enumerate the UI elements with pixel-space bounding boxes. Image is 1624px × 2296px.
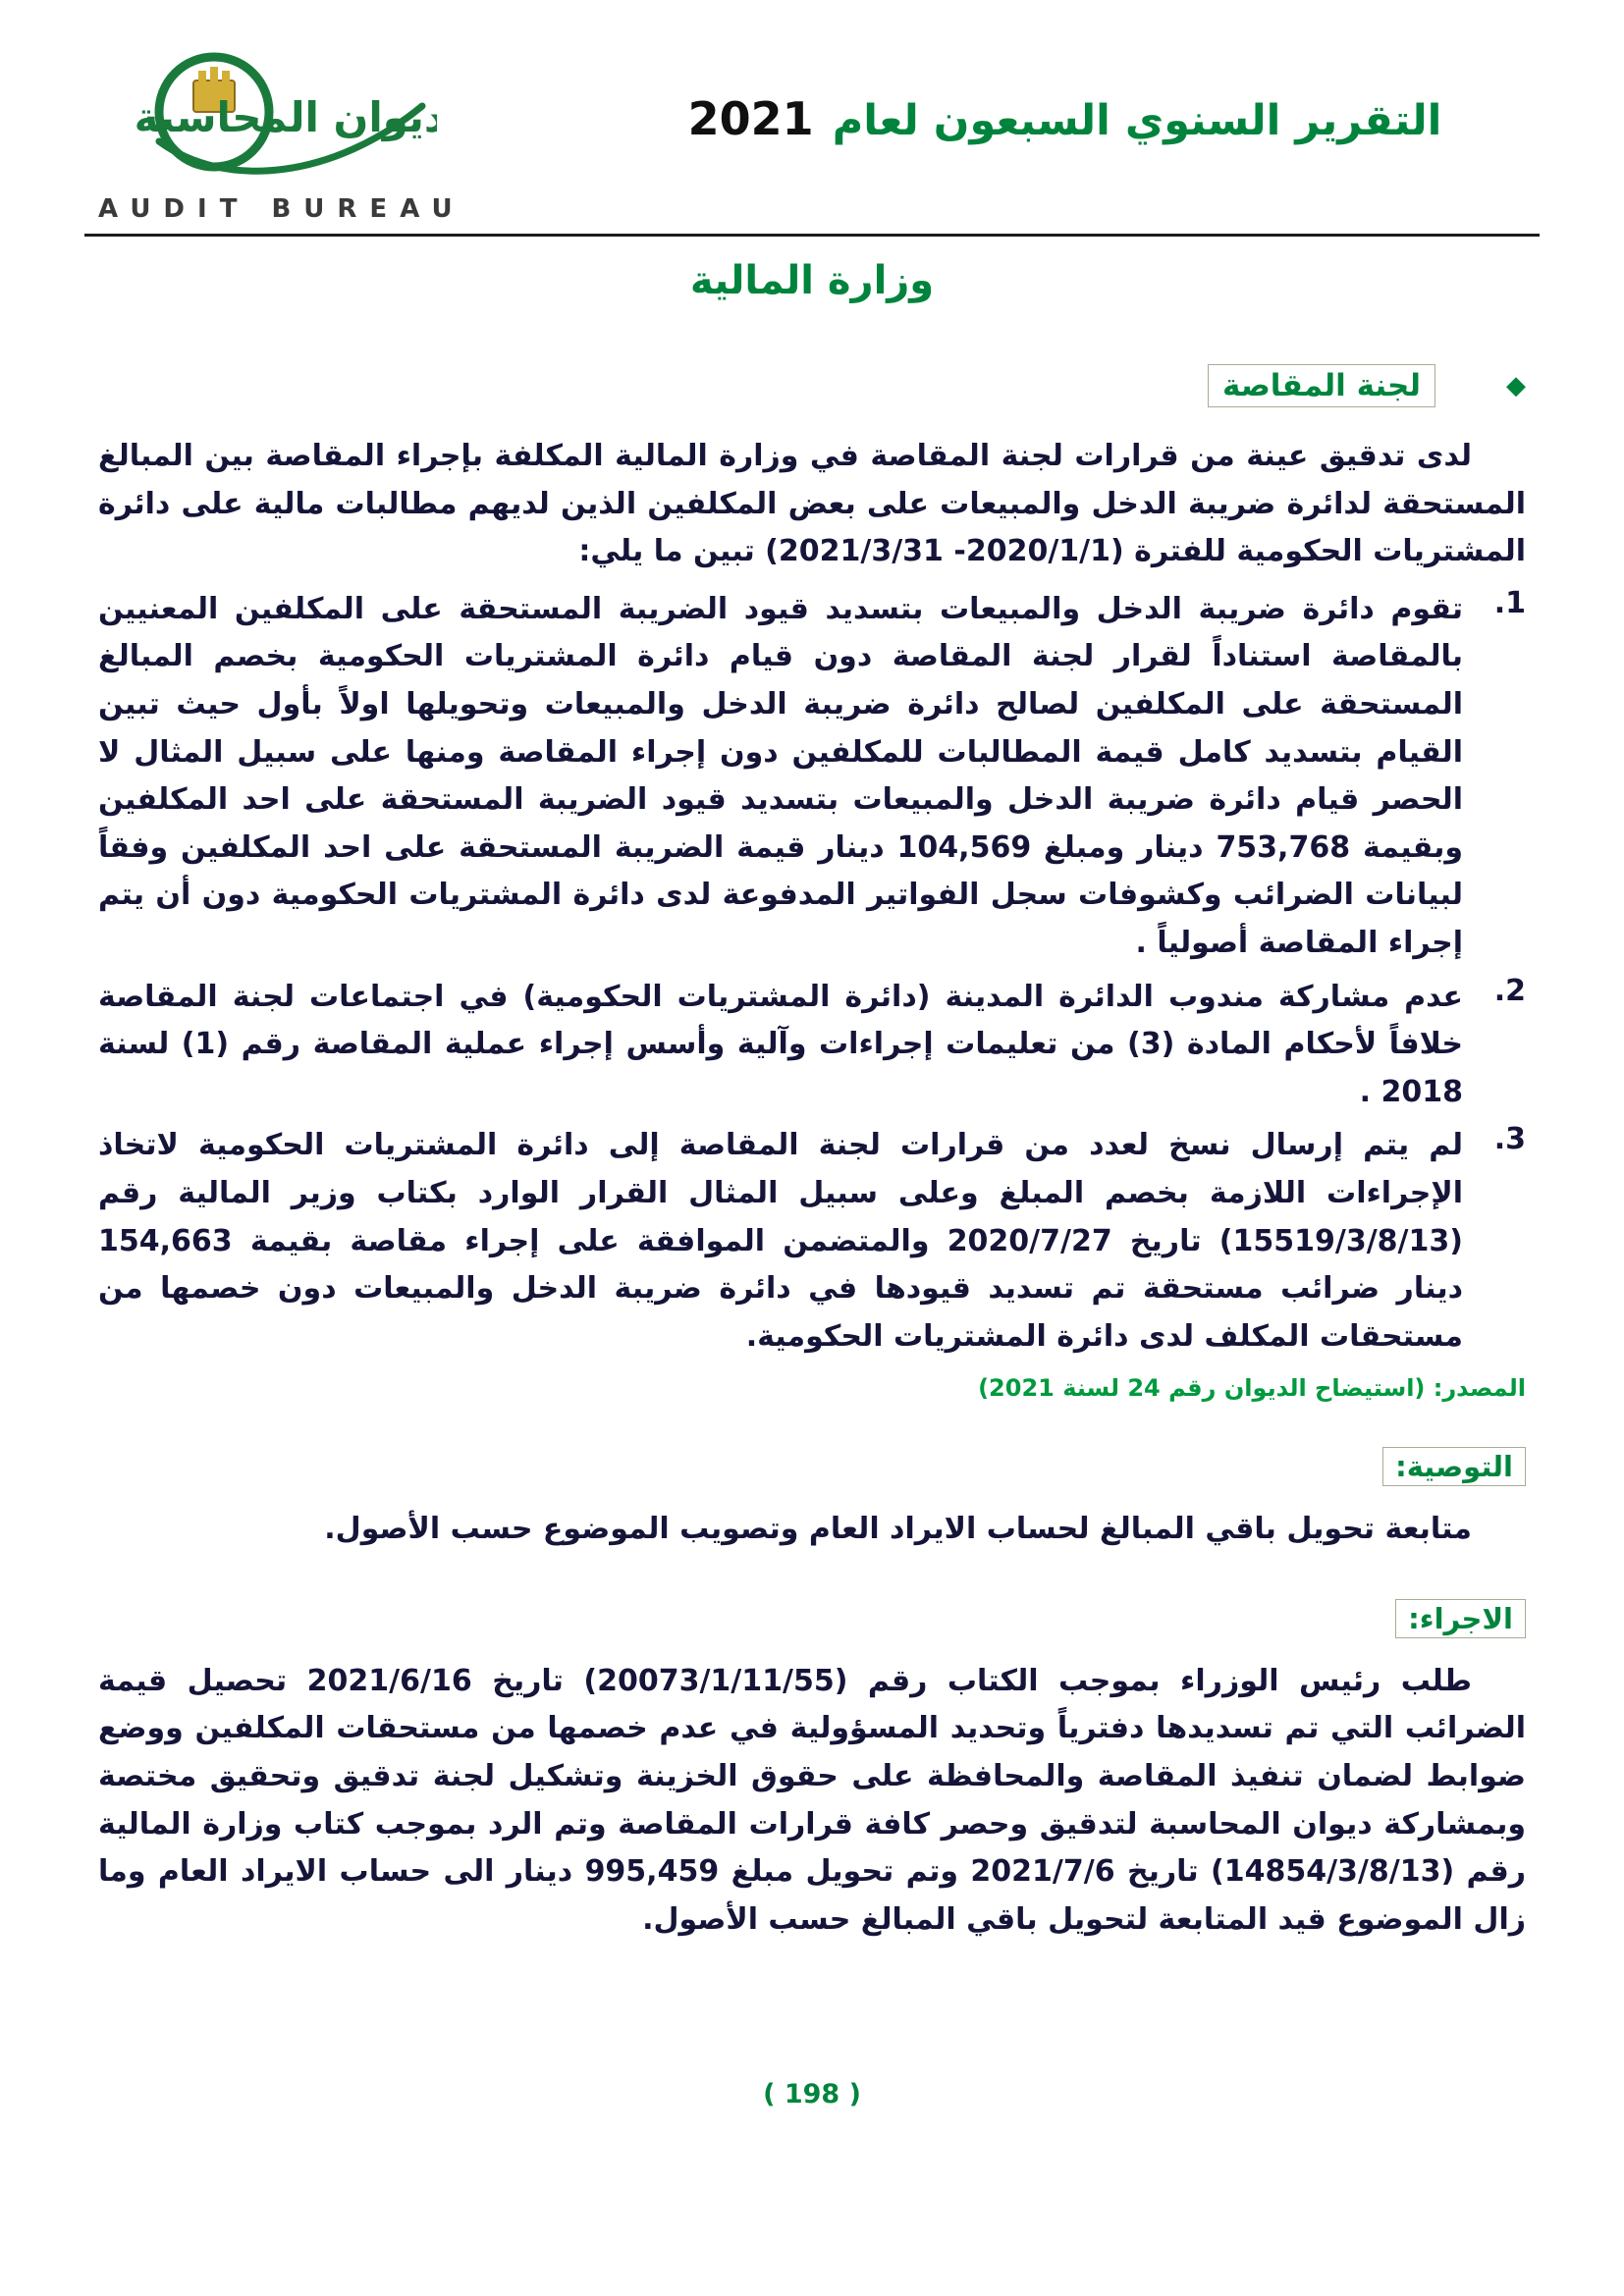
- audit-bureau-logo: [98, 41, 465, 224]
- report-title-block: [437, 41, 1526, 145]
- logo-calligraphy-icon: [98, 41, 437, 188]
- finding-text: عدم مشاركة مندوب الدائرة المدينة (دائرة المشتريات الحكومية) في اجتماعات لجنة المقاصة خلافاً لأحكام المادة (3) من تعليمات إجراءات وآلية وأسس إجراء عملية المقاصة رقم (1) لسنة 2018 .: [98, 979, 1464, 1109]
- finding-item: [98, 974, 1526, 1117]
- finding-text: لم يتم إرسال نسخ لعدد من قرارات لجنة المقاصة إلى دائرة المشتريات الحكومية لاتخاذ الإجراءات اللازمة بخصم المبلغ وعلى سبيل المثال القرار الوارد بكتاب وزير المالية رقم (15519/3/8/13) تاريخ 2020/7/27 والمتضمن الموافقة على إجراء مقاصة بقيمة 154,663 دينار ضرائب مستحقة تم تسديد قيودها في دائرة ضريبة الدخل والمبيعات دون خصمها من مستحقات المكلف لدى دائرة المشتريات الحكومية.: [98, 1128, 1463, 1354]
- finding-text: تقوم دائرة ضريبة الدخل والمبيعات بتسديد قيود الضريبة المستحقة على المكلفين المعنيين بالمقاصة استناداً لقرار لجنة المقاصة دون قيام دائرة المشتريات الحكومية بخصم المبالغ المستحقة على المكلفين لصالح دائرة ضريبة الدخل والمبيعات وتحويلها اولاً بأول حيث تبين القيام بتسديد كامل قيمة المطالبات للمكلفين دون إجراء المقاصة ومنها على سبيل المثال لا الحصر قيام دائرة ضريبة الدخل والمبيعات بتسديد قيود الضريبة المستحقة على احد المكلفين وبقيمة 753,768 دينار ومبلغ 104,569 دينار قيمة الضريبة المستحقة على احد المكلفين وفقاً لبيانات الضرائب وكشوفات سجل الفواتير المدفوعة لدى دائرة المشتريات الحكومية دون أن يتم إجراء المقاصة أصولياً .: [98, 591, 1463, 960]
- recommendation-text: متابعة تحويل باقي المبالغ لحساب الايراد العام وتصويب الموضوع حسب الأصول.: [324, 1512, 1472, 1547]
- page-header: [98, 41, 1526, 224]
- section-title: لجنة المقاصة: [1208, 364, 1435, 407]
- action-text: طلب رئيس الوزراء بموجب الكتاب رقم (20073/1/11/55) تاريخ 2021/6/16 تحصيل قيمة الضرائب التي تم تسديدها دفترياً وتحديد المسؤولية في عدم خصمها من مستحقات المكلفين ووضع ضوابط لضمان تنفيذ المقاصة والمحافظة على حقوق الخزينة وتشكيل لجنة تدقيق وتحقيق مختصة وبمشاركة ديوان المحاسبة لتدقيق وحصر كافة قرارات المقاصة وتم الرد بموجب كتاب وزارة المالية رقم (14854/3/8/13) تاريخ 2021/7/6 وتم تحويل مبلغ 995,459 دينار الى حساب الايراد العام وما زال الموضوع قيد المتابعة لتحويل باقي المبالغ حسب الأصول.: [98, 1663, 1526, 1937]
- finding-number: 3.: [1493, 1122, 1526, 1157]
- action-label: الاجراء:: [1395, 1599, 1526, 1638]
- finding-item: [98, 1122, 1526, 1361]
- section-heading: [98, 364, 1526, 407]
- finding-item: [98, 586, 1526, 968]
- intro-paragraph: لدى تدقيق عينة من قرارات لجنة المقاصة في وزارة المالية المكلفة بإجراء المقاصة بين المبالغ المستحقة لدائرة ضريبة الدخل والمبيعات على بعض المكلفين الذين لديهم مطالبات مالية على دائرة المشتريات الحكومية للفترة (2020/1/1- 2021/3/31) تبين ما يلي:: [98, 439, 1526, 569]
- finding-number: 2.: [1493, 973, 1526, 1008]
- ministry-title: وزارة المالية: [689, 258, 935, 303]
- logo-arabic-text: ديوان المحاسبة: [134, 93, 437, 141]
- document-content: [98, 364, 1526, 1944]
- findings-list: [98, 586, 1526, 1362]
- diamond-bullet-icon: ◆: [1506, 371, 1526, 400]
- report-title: التقرير السنوي السبعون لعام: [832, 96, 1442, 145]
- report-year: 2021: [687, 92, 814, 145]
- page-number: ( 198 ): [763, 2079, 861, 2109]
- header-divider: [84, 234, 1540, 237]
- finding-number: 1.: [1493, 585, 1526, 620]
- source-line: المصدر: (استيضاح الديوان رقم 24 لسنة 2021): [978, 1374, 1526, 1403]
- recommendation-label: التوصية:: [1382, 1447, 1526, 1486]
- logo-subtitle: AUDIT BUREAU: [98, 194, 465, 224]
